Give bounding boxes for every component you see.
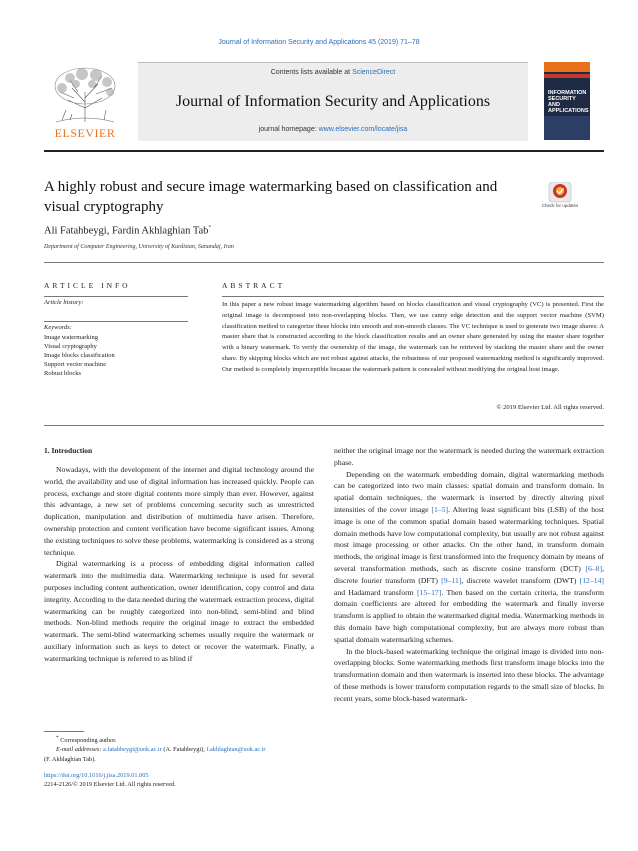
citation-link[interactable]: [1–5]: [431, 504, 449, 514]
issn-line: 2214-2126/© 2019 Elsevier Ltd. All rights reserved.: [44, 781, 176, 788]
email-link[interactable]: f.akhlaghian@uok.ac.ir: [206, 746, 266, 754]
body-paragraph: neither the original image nor the watermark is needed during the watermark extraction phase.: [334, 446, 604, 467]
left-column: [44, 464, 314, 665]
text-run: . Altering least significant bits (LSB) of the host image is one of the common spatial domain based watermarking techniques. Spatial domain methods have low computational complexity, but usually are not robust against most image processing or other attacks. On the other hand, in transform domain methods, the original image is first transformed into the frequency domain by means of several transformation methods, such as discrete cosine transform (DCT): [334, 504, 605, 573]
homepage-prefix: journal homepage:: [258, 126, 319, 133]
email-line: [44, 745, 324, 754]
keyword-item: Image watermarking: [44, 334, 98, 341]
abstract-text: In this paper a new robust image watermarking algorithm based on blocks classification and visual cryptography (VC) is presented. First the original image is decomposed into non-overlapping blocks. Then, we use canny edge detection and the support vector machine (SVM) classification method to categorize these blocks into smooth and non-smooth classes. The VC technique is used to generate two image shares: A master share that is constructed according to the block classification results and an owner share generated by using the master share together with a binary watermark. To verify the ownership of the image, the watermark can be retrieved by stacking the master share and the owner share. By skipping blocks which are not robust against attacks, the robustness of our proposed watermarking method is significantly improved. Our method is completely imperceptible because the watermark pattern is concealed without modifying the original host image.: [222, 301, 604, 373]
body-paragraph: Digital watermarking is a process of embedding digital information called watermark into the multimedia data. Watermarking technique is used for several purposes including content authentication, owner identification, copy control and data integrity. According to the data needed during the watermark extraction process, digital watermarking can be roughly categorized into non-blind, semi-blind and blind methods. Non-blind methods require the original image to extract the embedded watermark. The semi-blind watermarking schemes usually require the watermark or auxiliary information such as keys to detect or recover the watermark. Finally, a watermarking technique is referred to as blind if: [44, 559, 314, 663]
text-run: and Hadamard transform: [334, 587, 417, 597]
elsevier-tree-icon: [44, 62, 126, 140]
authors: [44, 225, 211, 237]
email-owner: (F. Akhlaghian Tab).: [44, 755, 96, 763]
body-paragraph: In the block-based watermarking technique the original image is divided into non-overlapping blocks. Some watermarking methods first transform image blocks into the transformation domain and then watermark is inserted into these blocks. The advantage of these methods is lower transform computation regards to the small size of blocks. In recent years, some block-based watermark-: [334, 646, 604, 703]
affiliation: Department of Computer Engineering, University of Kurdistan, Sanandaj, Iran: [44, 244, 234, 250]
footnote-mark: *: [56, 735, 59, 741]
corresponding-author-mark[interactable]: *: [208, 225, 212, 231]
contents-prefix: Contents lists available at: [270, 69, 353, 76]
article-title: A highly robust and secure image watermarking based on classification and visual cryptography: [44, 179, 498, 215]
author-names: Ali Fatahbeygi, Fardin Akhlaghian Tab: [44, 225, 209, 237]
citation-link[interactable]: [6–8]: [585, 563, 603, 573]
cover-stripe: [544, 116, 590, 140]
cover-title: INFORMATION SECURITY AND APPLICATIONS: [548, 90, 589, 114]
citation-link[interactable]: [12–14]: [579, 575, 604, 585]
keyword-item: Visual cryptography: [44, 343, 97, 350]
body-paragraph: [334, 469, 604, 646]
citation-link[interactable]: [15–17]: [416, 587, 442, 597]
keyword-item: Image blocks classification: [44, 352, 115, 359]
corresponding-label: Corresponding author.: [60, 737, 117, 745]
keyword-item: Support vector machine: [44, 361, 107, 368]
divider: [44, 262, 604, 263]
doi-link[interactable]: https://doi.org/10.1016/j.jisa.2019.01.005: [44, 772, 149, 779]
journal-cover-thumbnail[interactable]: [544, 62, 590, 140]
journal-header-band: [138, 62, 528, 141]
text-run: , discrete fourier transform (DFT): [334, 563, 604, 585]
body-paragraph: Nowadays, with the development of the internet and digital technology around the world, the availability and use of digital information has increased quickly. People can process, exchange and store digital contents more simply than ever. However, against this advantage, a new set of problems concerning security such as unrestricted duplication, manipulation and distribution of multimedia have arisen. Therefore, ownership protection and content verification have become significant issues. Among the existing techniques to solve these problems, watermarking is considered as a strong technique.: [44, 465, 314, 557]
right-column: [334, 445, 604, 705]
cover-stripe: [544, 74, 590, 78]
contents-line: [138, 69, 528, 76]
homepage-line: [138, 126, 528, 133]
text-run: . Then based on the certain criteria, the transform domain coefficients are altered for embedding the watermark and finally inverse transform is applied to obtain the watermarked digital media. Watermarking methods in this domain have high computational complexity, but are always more robust than spatial domain watermarking schemes.: [334, 587, 604, 644]
abstract-heading: ABSTRACT: [222, 281, 286, 290]
citation-link[interactable]: [9–11]: [441, 575, 462, 585]
check-for-updates-label[interactable]: Check for updates: [541, 203, 579, 208]
keywords-label: Keywords:: [44, 324, 72, 331]
article-history-label: Article history:: [44, 299, 84, 306]
abstract-copyright: © 2019 Elsevier Ltd. All rights reserved.: [496, 404, 604, 411]
email-link[interactable]: a.fatahbeygi@uok.ac.ir: [103, 746, 162, 754]
footnote-divider: [44, 731, 84, 732]
sciencedirect-link[interactable]: ScienceDirect: [352, 69, 396, 76]
keywords-list: [44, 333, 115, 378]
cover-stripe: [544, 62, 590, 72]
divider: [44, 296, 188, 297]
text-run: , discrete wavelet transform (DWT): [461, 575, 580, 585]
journal-citation[interactable]: Journal of Information Security and Applications 45 (2019) 71–78: [218, 39, 420, 46]
corresponding-author-note: [44, 734, 324, 745]
article-info-heading: ARTICLE INFO: [44, 281, 131, 290]
elsevier-wordmark: ELSEVIER: [54, 126, 116, 140]
homepage-link[interactable]: www.elsevier.com/locate/jisa: [318, 126, 408, 133]
elsevier-logo: [44, 62, 126, 140]
section-heading-introduction: 1. Introduction: [44, 446, 93, 455]
divider: [44, 425, 604, 426]
journal-title: Journal of Information Security and Applications: [175, 93, 491, 110]
text-run: Depending on the watermark embedding domain, digital watermarking methods can be categorized into two main classes: spatial domain and transform domain. In spatial domain techniques, the watermark is inserted by directly altering pixel intensities of the cover image: [334, 469, 604, 514]
divider: [44, 321, 188, 322]
divider: [222, 296, 604, 297]
email-owner: (A. Fatahbeygi),: [161, 746, 207, 754]
header-divider: [44, 150, 604, 152]
footnote: [44, 734, 324, 764]
keyword-item: Robust blocks: [44, 370, 82, 377]
email-label: E-mail addresses:: [56, 746, 103, 754]
